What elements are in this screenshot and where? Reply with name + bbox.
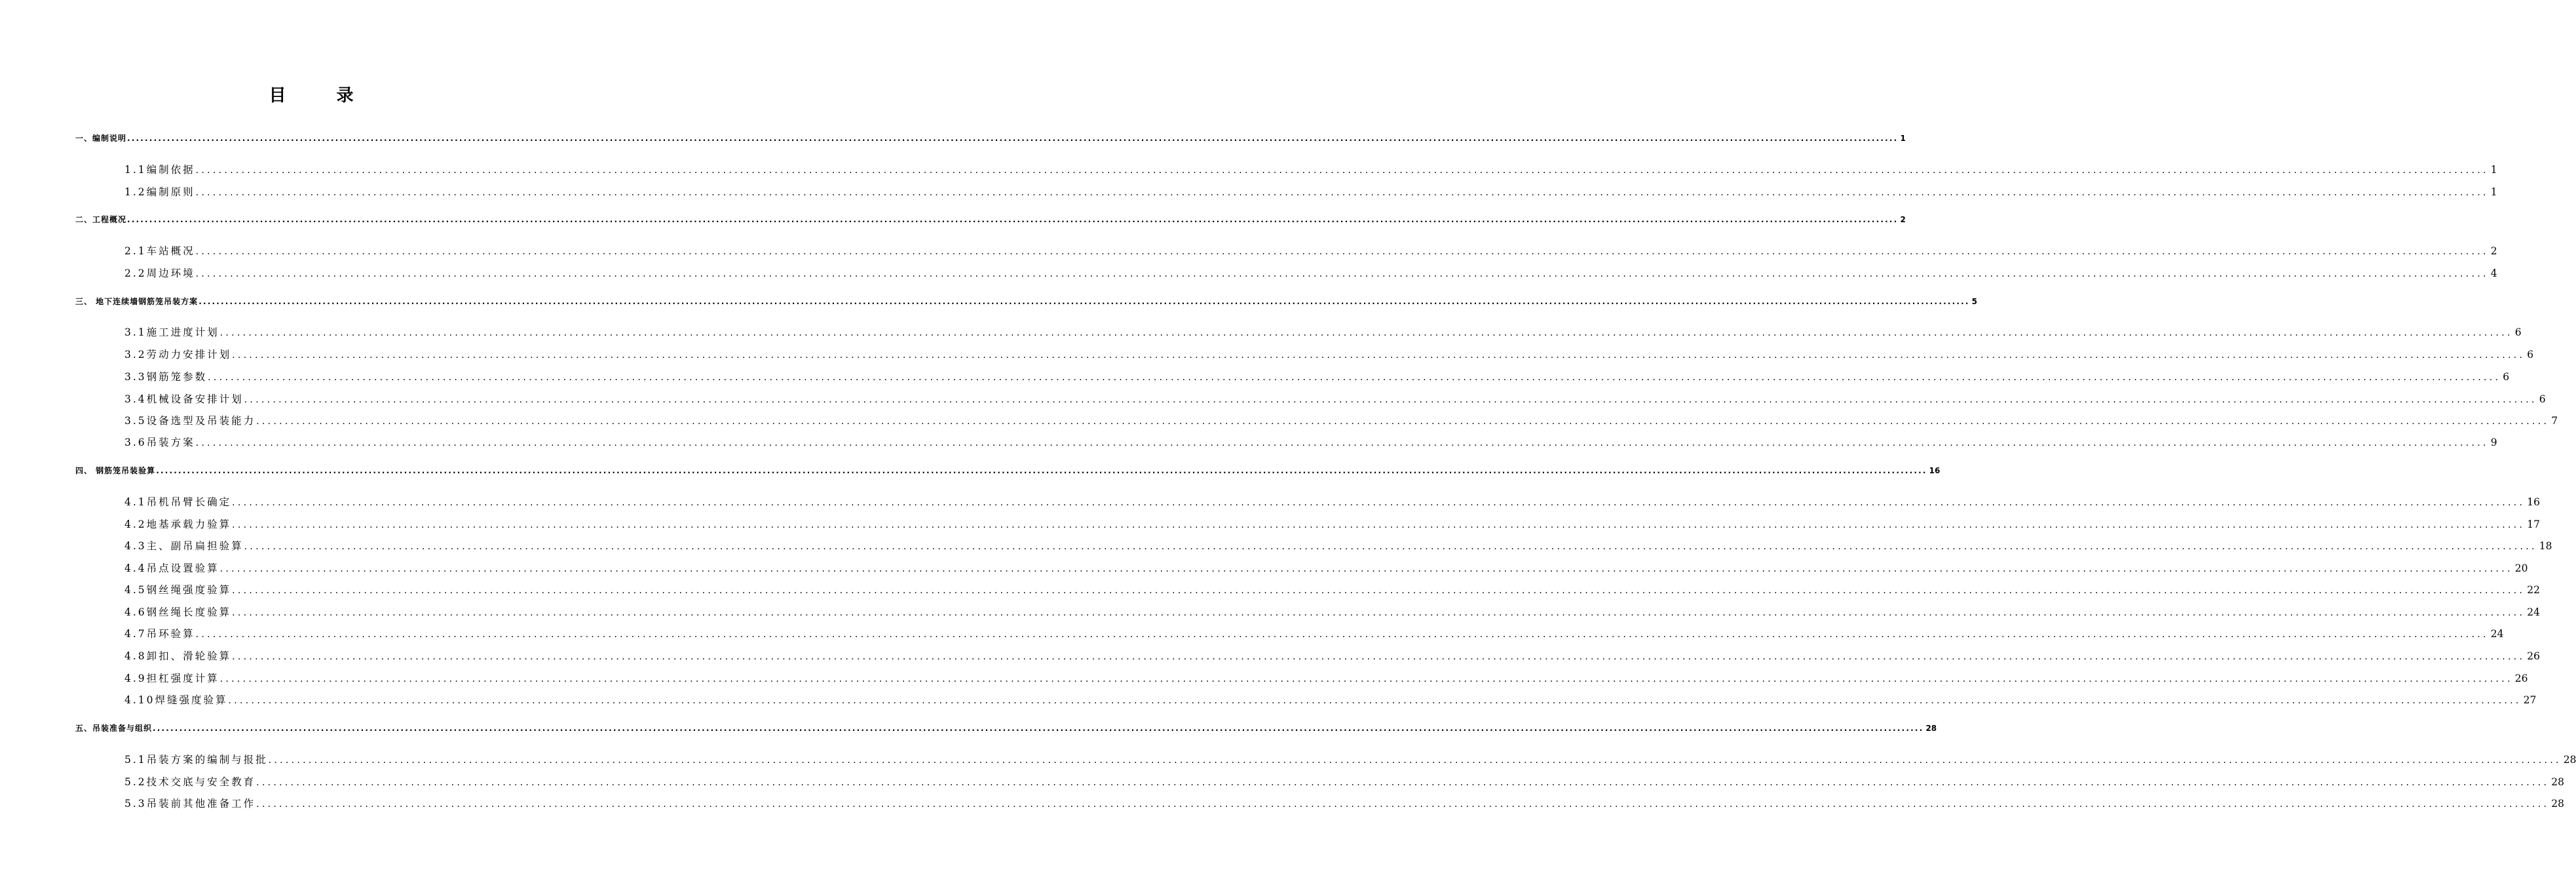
toc-section-entry[interactable]: [124, 369, 2510, 383]
toc-dot-leader: ................................................................................................................................................................................................................................................................................................................................................................................................................: [195, 165, 2489, 176]
toc-entry-label: 3.2劳动力安排计划: [124, 349, 232, 361]
toc-section-entry[interactable]: [124, 162, 2497, 176]
toc-page-number: 2: [2490, 245, 2497, 257]
toc-page-number: 26: [2514, 673, 2528, 684]
page-title: 目 录: [269, 86, 376, 106]
toc-dot-leader: ................................................................................................................................................................................................................................................................................................................................................................................................................: [256, 777, 2550, 788]
toc-entry-label: 1.2编制原则: [124, 186, 195, 198]
toc-entry-label: 5.2技术交底与安全教育: [124, 776, 256, 788]
toc-entry-label: 四、 钢筋笼吊装验算: [75, 466, 156, 475]
toc-page-number: 28: [2563, 754, 2576, 766]
toc-section-entry[interactable]: [124, 671, 2528, 685]
toc-page-number: 6: [2527, 349, 2534, 361]
toc-entry-label: 4.10焊缝强度验算: [124, 694, 228, 706]
toc-entry-label: 3.5设备选型及吊装能力: [124, 415, 256, 427]
toc-entry-label: 4.9担杠强度计算: [124, 673, 219, 684]
toc-page-number: 17: [2527, 519, 2540, 530]
toc-page-number: 9: [2490, 437, 2497, 448]
toc-page-number: 4: [2490, 267, 2497, 279]
toc-page-number: 27: [2523, 694, 2537, 706]
toc-section-entry[interactable]: [124, 435, 2497, 449]
toc-entry-label: 4.6钢丝绳长度验算: [124, 606, 232, 618]
toc-dot-leader: ................................................................................................................................................................................................................................................................................................................................................................................................................: [195, 187, 2489, 198]
toc-page-number: 1: [2490, 164, 2497, 176]
toc-section-entry[interactable]: [124, 347, 2534, 361]
toc-page-number: 22: [2527, 584, 2540, 596]
toc-dot-leader: ................................................................................................................................................................................................................................................................................................................................................................................................................: [244, 541, 2537, 552]
toc-entry-label: 4.7吊环验算: [124, 628, 195, 640]
toc-chapter-entry[interactable]: [75, 214, 1906, 225]
toc-entry-label: 4.5钢丝绳强度验算: [124, 584, 232, 596]
toc-section-entry[interactable]: [124, 538, 2552, 553]
toc-section-entry[interactable]: [124, 692, 2537, 707]
toc-entry-label: 4.1吊机吊臂长确定: [124, 496, 232, 508]
toc-section-entry[interactable]: [124, 324, 2522, 339]
toc-dot-leader: ................................................................................................................................................................................................................................................................................................................................................................................................................: [153, 724, 1924, 733]
toc-section-entry[interactable]: [124, 648, 2540, 663]
toc-entry-label: 3.1施工进度计划: [124, 326, 219, 338]
toc-entry-label: 4.8卸扣、滑轮验算: [124, 650, 232, 662]
toc-page-number: 28: [2551, 776, 2564, 788]
toc-dot-leader: ................................................................................................................................................................................................................................................................................................................................................................................................................: [256, 799, 2550, 810]
toc-dot-leader: ................................................................................................................................................................................................................................................................................................................................................................................................................: [232, 585, 2526, 596]
toc-entry-label: 2.2周边环境: [124, 267, 195, 279]
toc-entry-label: 3.4机械设备安排计划: [124, 393, 244, 405]
toc-section-entry[interactable]: [124, 494, 2540, 509]
toc-section-entry[interactable]: [124, 752, 2576, 766]
toc-chapter-entry[interactable]: [75, 296, 1977, 307]
toc-section-entry[interactable]: [124, 796, 2564, 810]
toc-entry-label: 三、 地下连续墙钢筋笼吊装方案: [75, 297, 199, 306]
toc-dot-leader: ................................................................................................................................................................................................................................................................................................................................................................................................................: [232, 520, 2526, 530]
toc-page-number: 6: [2503, 371, 2510, 383]
toc-chapter-entry[interactable]: [75, 722, 1937, 734]
toc-dot-leader: ................................................................................................................................................................................................................................................................................................................................................................................................................: [268, 755, 2562, 766]
toc-dot-leader: ................................................................................................................................................................................................................................................................................................................................................................................................................: [228, 695, 2522, 706]
toc-entry-label: 4.3主、副吊扁担验算: [124, 540, 244, 552]
toc-dot-leader: ................................................................................................................................................................................................................................................................................................................................................................................................................: [195, 438, 2489, 448]
toc-entry-label: 1.1编制依据: [124, 164, 195, 176]
toc-page-number: 1: [1900, 134, 1906, 143]
toc-dot-leader: ................................................................................................................................................................................................................................................................................................................................................................................................................: [219, 328, 2513, 338]
toc-page-number: 20: [2514, 562, 2528, 574]
toc-section-entry[interactable]: [124, 774, 2564, 789]
toc-dot-leader: ................................................................................................................................................................................................................................................................................................................................................................................................................: [156, 466, 1927, 475]
toc-entry-label: 4.2地基承载力验算: [124, 519, 232, 530]
toc-dot-leader: ................................................................................................................................................................................................................................................................................................................................................................................................................: [127, 134, 1899, 143]
toc-section-entry[interactable]: [124, 560, 2528, 575]
toc-section-entry[interactable]: [124, 391, 2546, 406]
toc-entry-label: 5.1吊装方案的编制与报批: [124, 754, 268, 766]
toc-entry-label: 二、工程概况: [75, 215, 127, 224]
toc-page-number: 2: [1900, 215, 1906, 224]
toc-dot-leader: ................................................................................................................................................................................................................................................................................................................................................................................................................: [232, 652, 2526, 662]
toc-page-number: 24: [2527, 606, 2540, 618]
toc-dot-leader: ................................................................................................................................................................................................................................................................................................................................................................................................................: [256, 416, 2550, 427]
toc-page-number: 7: [2551, 415, 2558, 427]
toc-dot-leader: ................................................................................................................................................................................................................................................................................................................................................................................................................: [219, 674, 2513, 684]
toc-page-number: 24: [2490, 628, 2504, 640]
toc-section-entry[interactable]: [124, 265, 2497, 280]
toc-dot-leader: ................................................................................................................................................................................................................................................................................................................................................................................................................: [232, 498, 2526, 508]
toc-section-entry[interactable]: [124, 626, 2504, 640]
toc-page-number: 6: [2514, 326, 2522, 338]
toc-entry-label: 2.1车站概况: [124, 245, 195, 257]
toc-entry-label: 五、吊装准备与组织: [75, 724, 153, 733]
toc-page-number: 28: [1925, 724, 1937, 733]
toc-entry-label: 5.3吊装前其他准备工作: [124, 798, 256, 810]
toc-entry-label: 一、编制说明: [75, 134, 127, 143]
toc-page-number: 6: [2539, 393, 2546, 405]
toc-section-entry[interactable]: [124, 604, 2540, 619]
toc-chapter-entry[interactable]: [75, 465, 1941, 476]
toc-dot-leader: ................................................................................................................................................................................................................................................................................................................................................................................................................: [208, 372, 2501, 383]
toc-section-entry[interactable]: [124, 413, 2558, 427]
toc-entry-label: 3.6吊装方案: [124, 437, 195, 448]
toc-page-number: 18: [2539, 540, 2552, 552]
toc-dot-leader: ................................................................................................................................................................................................................................................................................................................................................................................................................: [127, 215, 1899, 224]
toc-page-number: 1: [2490, 186, 2497, 198]
toc-chapter-entry[interactable]: [75, 132, 1906, 144]
toc-dot-leader: ................................................................................................................................................................................................................................................................................................................................................................................................................: [244, 395, 2537, 405]
toc-dot-leader: ................................................................................................................................................................................................................................................................................................................................................................................................................: [232, 608, 2526, 618]
toc-dot-leader: ................................................................................................................................................................................................................................................................................................................................................................................................................: [232, 350, 2526, 361]
toc-section-entry[interactable]: [124, 517, 2540, 531]
toc-section-entry[interactable]: [124, 184, 2497, 199]
toc-page-number: 16: [1929, 466, 1941, 475]
toc-entry-label: 3.3钢筋笼参数: [124, 371, 208, 383]
toc-dot-leader: ................................................................................................................................................................................................................................................................................................................................................................................................................: [195, 629, 2489, 640]
toc-page-number: 26: [2527, 650, 2540, 662]
toc-section-entry[interactable]: [124, 243, 2497, 258]
toc-page-number: 16: [2527, 496, 2540, 508]
toc-dot-leader: ................................................................................................................................................................................................................................................................................................................................................................................................................: [195, 269, 2489, 279]
toc-dot-leader: ................................................................................................................................................................................................................................................................................................................................................................................................................: [219, 564, 2513, 574]
toc-entry-label: 4.4吊点设置验算: [124, 562, 219, 574]
toc-page-number: 28: [2551, 798, 2564, 810]
toc-page-number: 5: [1971, 297, 1977, 306]
toc-section-entry[interactable]: [124, 582, 2540, 597]
toc-dot-leader: ................................................................................................................................................................................................................................................................................................................................................................................................................: [199, 297, 1970, 306]
toc-dot-leader: ................................................................................................................................................................................................................................................................................................................................................................................................................: [195, 246, 2489, 257]
